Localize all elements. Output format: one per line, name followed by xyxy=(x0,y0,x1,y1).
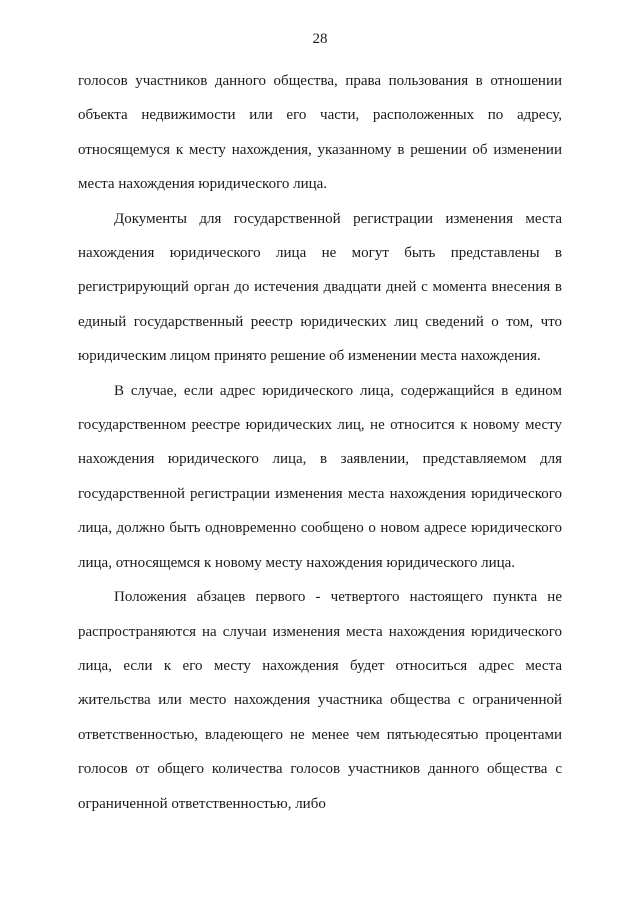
paragraph-address-case: В случае, если адрес юридического лица, содержащийся в едином государственном реестре юридических лиц, не относится к новому месту нахождения юридического лица, в заявлении, представляемом для государственной регистрации изменения места нахождения юридического лица, должно быть одновременно сообщено о новом адресе юридического лица, относящемся к новому месту нахождения юридического лица. xyxy=(78,382,562,571)
paragraph-registration-documents: Документы для государственной регистрации изменения места нахождения юридического лица не могут быть представлены в регистрирующий орган до истечения двадцати дней с момента внесения в единый государственный реестр юридических лиц сведений о том, что юридическим лицом принято решение об изменении места нахождения. xyxy=(78,210,562,365)
paragraph-continuation: голосов участников данного общества, права пользования в отношении объекта недвижимости или его части, расположенных по адресу, относящемуся к месту нахождения, указанному в решении об изменении места нахождения юридического лица. xyxy=(78,73,562,193)
page-number: 28 xyxy=(312,31,328,47)
paragraph-provisions-exception: Положения абзацев первого - четвертого настоящего пункта не распространяются на случаи изменения места нахождения юридического лица, если к его месту нахождения будет относиться адрес места жительства или место нахождения участника общества с ограниченной ответственностью, владеющего не менее чем пятьюдесятью процентами голосов от общего количества голосов участников данного общества с ограниченной ответственностью, либо xyxy=(78,589,562,812)
document-body xyxy=(78,64,562,821)
